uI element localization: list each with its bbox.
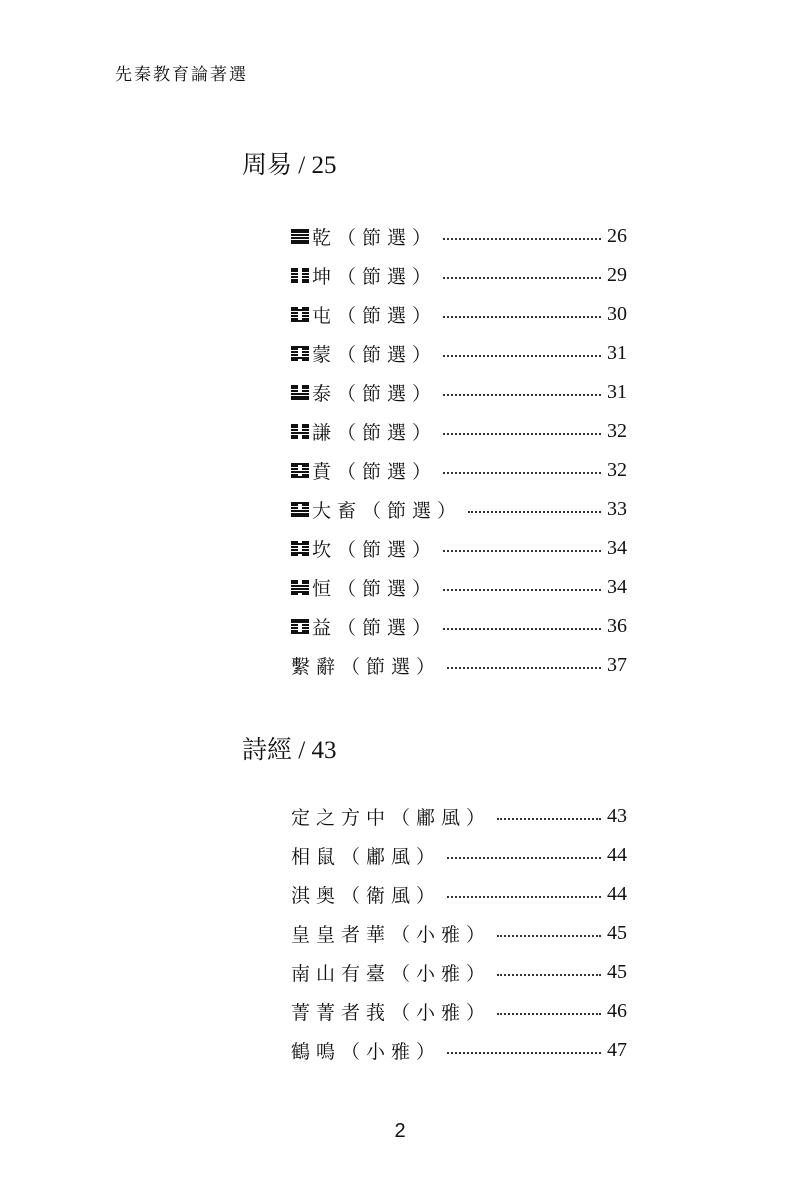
section-title-text: 詩經 (242, 735, 293, 764)
hexagram-icon (291, 346, 309, 362)
toc-entry[interactable] (291, 334, 627, 373)
dot-leader (497, 974, 601, 976)
toc-entry-page: 46 (607, 1000, 627, 1022)
toc-entry[interactable] (291, 914, 627, 953)
toc-list-shijing (291, 797, 627, 1070)
toc-entry-page: 32 (607, 459, 627, 481)
toc-entry[interactable] (291, 875, 627, 914)
toc-entry[interactable] (291, 295, 627, 334)
dot-leader (443, 628, 601, 630)
dot-leader (443, 472, 601, 474)
toc-entry-title: 淇奥（衛風） (291, 885, 442, 907)
toc-entry-page: 31 (607, 381, 627, 403)
hexagram-icon (291, 424, 309, 440)
toc-entry-page: 30 (607, 303, 627, 325)
hexagram-icon (291, 229, 309, 245)
hexagram-icon (291, 502, 309, 518)
hexagram-icon (291, 268, 309, 284)
section-title-shijing (242, 730, 336, 766)
dot-leader (447, 1052, 601, 1054)
toc-entry-page: 47 (607, 1039, 627, 1061)
hexagram-icon (291, 385, 309, 401)
toc-entry-page: 45 (607, 922, 627, 944)
hexagram-icon (291, 619, 309, 635)
toc-entry-page: 33 (607, 498, 627, 520)
dot-leader (497, 1013, 601, 1015)
toc-entry-title: 南山有臺（小雅） (291, 963, 492, 985)
toc-entry-title: 皇皇者華（小雅） (291, 924, 492, 946)
toc-entry-page: 36 (607, 615, 627, 637)
toc-entry[interactable] (291, 529, 627, 568)
toc-entry-page: 31 (607, 342, 627, 364)
toc-entry[interactable] (291, 646, 627, 685)
toc-entry-page: 44 (607, 844, 627, 866)
toc-entry[interactable] (291, 836, 627, 875)
toc-entry-page: 26 (607, 225, 627, 247)
dot-leader (497, 935, 601, 937)
dot-leader (447, 667, 601, 669)
toc-entry[interactable] (291, 797, 627, 836)
dot-leader (497, 818, 601, 820)
toc-entry-title: 賁（節選） (312, 461, 438, 483)
toc-entry-title: 相鼠（鄘風） (291, 846, 442, 868)
hexagram-icon (291, 307, 309, 323)
dot-leader (447, 857, 601, 859)
toc-entry[interactable] (291, 953, 627, 992)
toc-entry-title: 恒（節選） (312, 578, 438, 600)
toc-entry-page: 32 (607, 420, 627, 442)
toc-entry-page: 43 (607, 805, 627, 827)
toc-entry-page: 34 (607, 576, 627, 598)
dot-leader (443, 277, 601, 279)
toc-list-zhouyi (291, 217, 627, 685)
toc-entry-title: 鶴鳴（小雅） (291, 1041, 442, 1063)
running-head: 先秦教育論著選 (115, 65, 248, 85)
dot-leader (447, 896, 601, 898)
toc-entry[interactable] (291, 992, 627, 1031)
toc-entry-title: 屯（節選） (312, 305, 438, 327)
toc-entry-title: 謙（節選） (312, 422, 438, 444)
dot-leader (443, 589, 601, 591)
toc-entry[interactable] (291, 490, 627, 529)
dot-leader (443, 394, 601, 396)
toc-entry[interactable] (291, 217, 627, 256)
dot-leader (443, 316, 601, 318)
toc-entry-page: 45 (607, 961, 627, 983)
toc-entry[interactable] (291, 607, 627, 646)
hexagram-icon (291, 580, 309, 596)
toc-entry-title: 坎（節選） (312, 539, 438, 561)
folio-page-number: 2 (394, 1120, 406, 1142)
toc-entry[interactable] (291, 451, 627, 490)
dot-leader (443, 238, 601, 240)
toc-entry[interactable] (291, 1031, 627, 1070)
toc-entry[interactable] (291, 412, 627, 451)
toc-entry-title: 大畜（節選） (312, 500, 463, 522)
section-title-separator: / (292, 737, 312, 764)
dot-leader (443, 355, 601, 357)
section-title-zhouyi (242, 145, 336, 181)
dot-leader (443, 433, 601, 435)
section-page-number: 25 (311, 152, 337, 179)
toc-entry[interactable] (291, 568, 627, 607)
toc-entry-title: 坤（節選） (312, 266, 438, 288)
toc-entry-title: 益（節選） (312, 617, 438, 639)
toc-entry[interactable] (291, 256, 627, 295)
toc-entry-title: 定之方中（鄘風） (291, 807, 492, 829)
toc-entry-page: 44 (607, 883, 627, 905)
toc-entry-title: 繫辭（節選） (291, 656, 442, 678)
toc-entry[interactable] (291, 373, 627, 412)
hexagram-icon (291, 541, 309, 557)
dot-leader (443, 550, 601, 552)
section-title-text: 周易 (242, 150, 293, 179)
toc-entry-title: 泰（節選） (312, 383, 438, 405)
toc-entry-title: 菁菁者莪（小雅） (291, 1002, 492, 1024)
toc-entry-page: 29 (607, 264, 627, 286)
dot-leader (468, 511, 601, 513)
toc-entry-title: 乾（節選） (312, 227, 438, 249)
toc-entry-page: 34 (607, 537, 627, 559)
hexagram-icon (291, 463, 309, 479)
section-title-separator: / (292, 152, 312, 179)
section-page-number: 43 (311, 737, 337, 764)
toc-entry-page: 37 (607, 654, 627, 676)
toc-entry-title: 蒙（節選） (312, 344, 438, 366)
